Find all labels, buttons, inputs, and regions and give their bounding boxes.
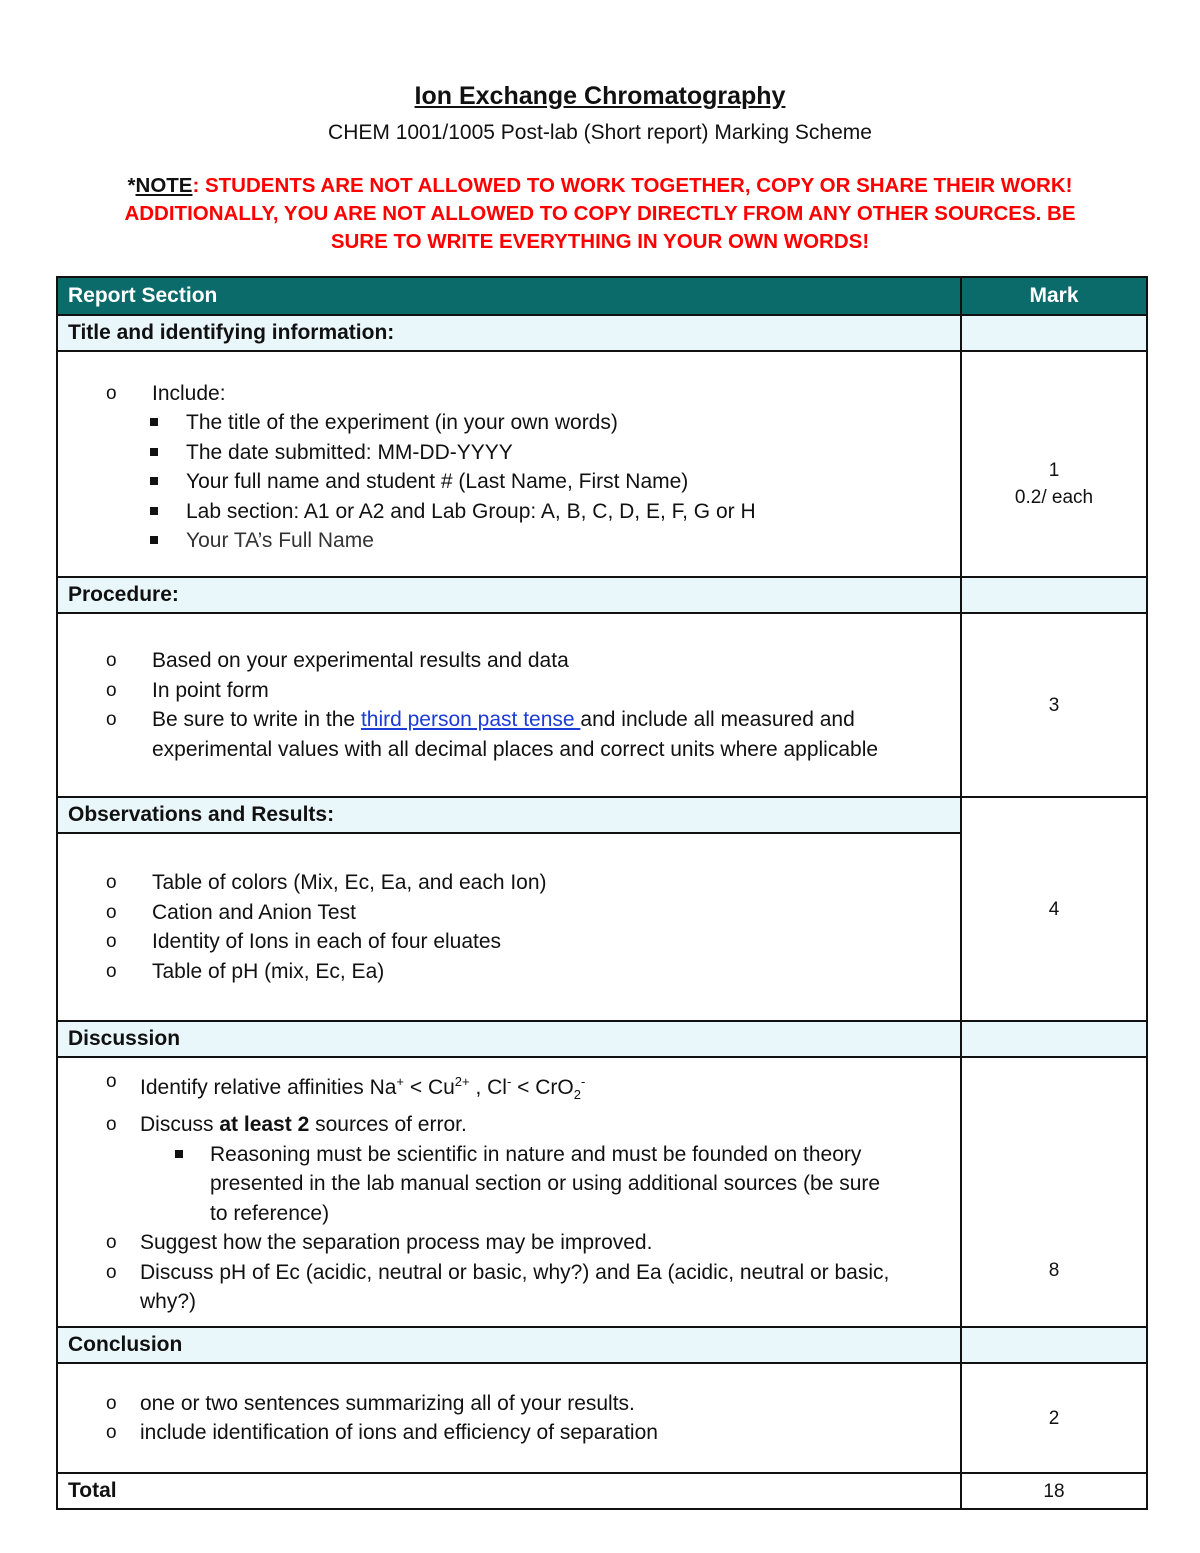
warning-note (30, 172, 1170, 256)
total-row (57, 1473, 1147, 1509)
circle-bullet-icon: o (106, 382, 117, 404)
list-item (58, 676, 960, 706)
mark-title (961, 351, 1147, 577)
list-item (58, 467, 960, 497)
square-bullet-icon (150, 448, 158, 456)
mark-value: 3 (1048, 694, 1060, 716)
list-item (58, 1389, 960, 1419)
procedure-item-1: Based on your experimental results and data (152, 649, 569, 672)
note-line-2: ADDITIONALLY, YOU ARE NOT ALLOWED TO COPY DIRECTLY FROM ANY OTHER SOURCES. BE (124, 202, 1076, 225)
list-item (58, 1418, 960, 1448)
circle-bullet-icon: o (106, 650, 117, 671)
mark-value: 4 (1048, 898, 1060, 920)
discussion-list (58, 1067, 960, 1316)
list-item (58, 1067, 960, 1110)
procedure-list (58, 646, 960, 764)
procedure-item-3-pre: Be sure to write in the (152, 708, 361, 731)
affinity-text: < CrO (511, 1076, 574, 1100)
header-mark: Mark (961, 277, 1147, 315)
section-label-discussion: Discussion (57, 1021, 961, 1057)
mark-value: 8 (1048, 1260, 1060, 1281)
error-sublist (140, 1140, 960, 1229)
title-content (57, 351, 961, 577)
circle-bullet-icon: o (106, 679, 117, 701)
observations-list (58, 868, 960, 986)
square-bullet-icon (150, 536, 158, 544)
include-item-title: The title of the experiment (in your own words) (186, 411, 618, 434)
circle-bullet-icon: o (106, 901, 117, 923)
procedure-item-2: In point form (152, 678, 269, 702)
include-item-name: Your full name and student # (Last Name, First Name) (186, 470, 689, 493)
circle-bullet-icon: o (106, 1261, 117, 1283)
square-bullet-icon (150, 418, 158, 426)
section-row-observations (57, 797, 1147, 833)
mark-observations (961, 797, 1147, 1021)
list-item (58, 379, 960, 556)
mark-procedure (961, 613, 1147, 797)
section-mark-blank (961, 315, 1147, 351)
affinity-superscript: + (396, 1074, 405, 1090)
list-item (58, 927, 960, 957)
square-bullet-icon (175, 1150, 183, 1158)
list-item (58, 526, 960, 556)
error-bold-text: at least 2 (219, 1113, 310, 1137)
affinity-text: < Cu (404, 1076, 455, 1100)
observations-item: Cation and Anion Test (152, 900, 356, 924)
section-row-conclusion (57, 1327, 1147, 1363)
error-text: sources of error. (309, 1113, 467, 1137)
header-report-section: Report Section (57, 277, 961, 315)
section-body-procedure (57, 613, 1147, 797)
discussion-content (57, 1057, 961, 1327)
affinity-subscript: 2 (573, 1087, 581, 1103)
include-item-ta: Your TA’s Full Name (186, 529, 374, 552)
note-label: NOTE (135, 174, 193, 197)
section-label-title: Title and identifying information: (57, 315, 961, 351)
include-label: Include: (152, 381, 226, 405)
list-item (58, 705, 960, 764)
circle-bullet-icon: o (106, 872, 117, 893)
list-item (58, 646, 960, 676)
title-list (58, 379, 960, 556)
ph-text: Discuss pH of Ec (acidic, neutral or basic, why?) and Ea (acidic, neutral or basic, why?) (140, 1260, 890, 1314)
list-item (58, 1110, 960, 1228)
observations-item: Table of colors (Mix, Ec, Ea, and each Ion) (152, 871, 547, 894)
include-sublist (152, 408, 960, 556)
circle-bullet-icon: o (106, 709, 117, 730)
section-label-procedure: Procedure: (57, 577, 961, 613)
affinity-text: , Cl (469, 1076, 507, 1100)
affinity-superscript: - (506, 1074, 512, 1090)
marking-scheme-table (56, 276, 1148, 1510)
document-subtitle: CHEM 1001/1005 Post-lab (Short report) Marking Scheme (328, 121, 872, 144)
mark-value: 2 (1048, 1407, 1060, 1429)
document-title: Ion Exchange Chromatography (414, 82, 786, 110)
mark-discussion (961, 1057, 1147, 1327)
mark-conclusion (961, 1363, 1147, 1473)
procedure-content (57, 613, 961, 797)
include-item-lab-section: Lab section: A1 or A2 and Lab Group: A, B, C, D, E, F, G or H (186, 499, 756, 523)
affinity-text: Identify relative affinities Na (140, 1076, 397, 1100)
section-row-title (57, 315, 1147, 351)
list-item (58, 898, 960, 928)
circle-bullet-icon: o (106, 1392, 117, 1414)
conclusion-content (57, 1363, 961, 1473)
list-item (58, 408, 960, 438)
section-mark-blank (961, 1327, 1147, 1363)
circle-bullet-icon: o (106, 1422, 117, 1443)
mark-note: 0.2/ each (1014, 487, 1094, 508)
conclusion-list (58, 1389, 960, 1448)
table-header-row (57, 277, 1147, 315)
circle-bullet-icon: o (106, 931, 117, 952)
list-item (58, 1140, 960, 1229)
section-body-discussion (57, 1057, 1147, 1327)
list-item (58, 1228, 960, 1258)
error-text: Discuss (140, 1113, 220, 1137)
note-line-3: SURE TO WRITE EVERYTHING IN YOUR OWN WORDS! (330, 230, 870, 253)
circle-bullet-icon: o (106, 1232, 117, 1254)
third-person-past-tense-link[interactable]: third person past tense (360, 708, 581, 731)
section-mark-blank (961, 1021, 1147, 1057)
list-item (58, 868, 960, 898)
note-line-1: : STUDENTS ARE NOT ALLOWED TO WORK TOGETHER, COPY OR SHARE THEIR WORK! (192, 174, 1073, 197)
section-mark-blank (961, 577, 1147, 613)
affinity-superscript: 2+ (454, 1074, 470, 1090)
conclusion-item: one or two sentences summarizing all of your results. (140, 1391, 635, 1415)
square-bullet-icon (150, 507, 158, 515)
observations-content (57, 833, 961, 1021)
mark-value: 1 (1048, 460, 1060, 481)
reasoning-text: Reasoning must be scientific in nature and must be founded on theory presented in the lab manual section or using additional sources (be sure to reference) (210, 1142, 881, 1225)
section-row-discussion (57, 1021, 1147, 1057)
procedure-item-3-post: and include all measured and experimental values with all decimal places and correct units where applicable (152, 708, 879, 761)
affinity-superscript: - (580, 1074, 586, 1090)
circle-bullet-icon: o (106, 1071, 117, 1093)
list-item (58, 497, 960, 527)
include-item-date: The date submitted: MM-DD-YYYY (186, 440, 513, 464)
observations-item: Table of pH (mix, Ec, Ea) (152, 959, 385, 983)
section-label-conclusion: Conclusion (57, 1327, 961, 1363)
conclusion-item: include identification of ions and efficiency of separation (140, 1421, 658, 1444)
circle-bullet-icon: o (106, 960, 117, 982)
list-item (58, 438, 960, 468)
section-body-title (57, 351, 1147, 577)
total-label: Total (57, 1473, 961, 1509)
note-star: * (127, 174, 136, 197)
total-mark: 18 (961, 1473, 1147, 1509)
list-item (58, 1258, 960, 1317)
section-row-procedure (57, 577, 1147, 613)
section-body-conclusion (57, 1363, 1147, 1473)
improve-text: Suggest how the separation process may be improved. (140, 1231, 653, 1255)
square-bullet-icon (150, 477, 158, 485)
circle-bullet-icon: o (106, 1114, 117, 1136)
list-item (58, 957, 960, 987)
observations-item: Identity of Ions in each of four eluates (152, 930, 502, 953)
section-label-observations: Observations and Results: (57, 797, 961, 833)
